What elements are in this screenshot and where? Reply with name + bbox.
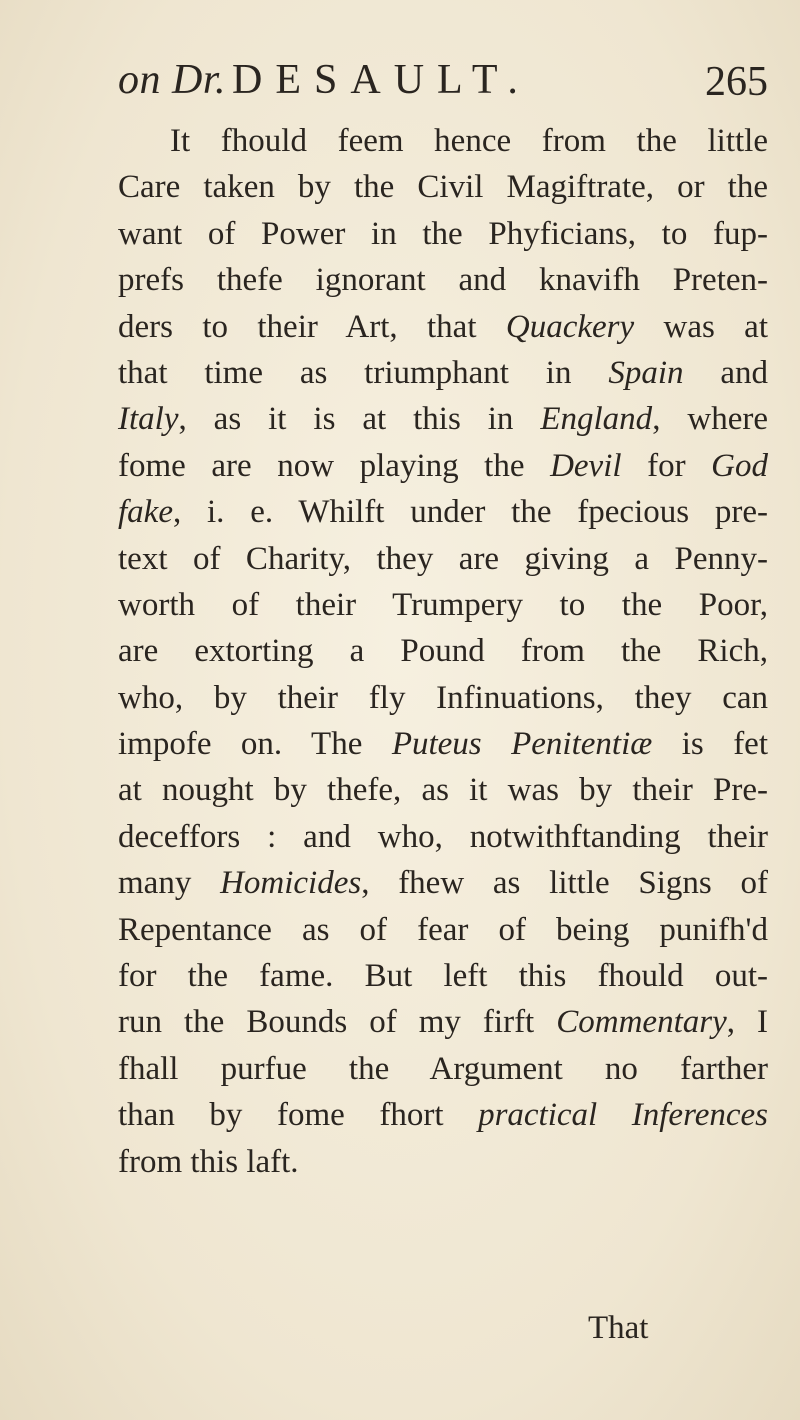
text-line <box>118 443 768 489</box>
italic-phrase: Italy <box>118 401 179 438</box>
italic-phrase: Devil <box>550 447 622 484</box>
text-line <box>118 396 768 442</box>
text-line <box>118 1139 768 1185</box>
page-number: 265 <box>705 59 768 105</box>
text-run: ders to their Art, that <box>118 308 506 345</box>
text-line <box>118 860 768 906</box>
body-text <box>118 118 768 1185</box>
text-line <box>118 582 768 628</box>
text-line <box>118 628 768 674</box>
text-run: impofe on. The <box>118 726 392 763</box>
text-run: for <box>621 447 712 484</box>
text-run: is fet <box>652 726 768 763</box>
text-run: , fhew as little Signs of <box>361 865 768 902</box>
text-run: many <box>118 865 221 902</box>
text-run: than by fome fhort <box>118 1097 479 1134</box>
running-title-prefix: on Dr. <box>118 57 227 103</box>
italic-phrase: God <box>711 447 769 484</box>
italic-phrase: Puteus Penitentiæ <box>391 726 653 763</box>
italic-phrase: Spain <box>608 354 684 391</box>
text-line <box>118 767 768 813</box>
text-run: worth of their Trumpery to the Poor, <box>118 586 768 623</box>
text-run: , i. e. Whilft under the fpecious pre- <box>172 494 768 531</box>
running-title <box>118 56 531 104</box>
text-run: , as it is at this in <box>178 401 541 438</box>
text-run: run the Bounds of my firft <box>118 1004 557 1041</box>
text-run: fome are now playing the <box>118 447 551 484</box>
text-line <box>118 304 768 350</box>
text-run: Repentance as of fear of being punifh'd <box>118 911 768 948</box>
text-run: fhall purfue the Argument no farther <box>118 1050 768 1087</box>
text-run: and <box>683 354 768 391</box>
catchword: That <box>588 1310 649 1346</box>
text-run: , I <box>726 1004 768 1041</box>
italic-phrase: Quackery <box>505 308 635 345</box>
text-run: deceffors : and who, notwithftanding their <box>118 818 768 855</box>
text-run: that time as triumphant in <box>118 354 609 391</box>
text-run: at nought by thefe, as it was by their Pre- <box>118 772 768 809</box>
italic-phrase: fake <box>118 494 173 531</box>
text-run: who, by their fly Infinuations, they can <box>118 679 768 716</box>
text-line <box>118 1092 768 1138</box>
text-line <box>118 814 768 860</box>
text-line <box>118 350 768 396</box>
text-line <box>118 118 768 164</box>
text-run: It fhould feem hence from the little <box>170 123 768 159</box>
text-line <box>118 1046 768 1092</box>
text-run: was at <box>634 308 768 345</box>
text-line <box>118 999 768 1045</box>
text-line <box>118 164 768 210</box>
text-line <box>118 721 768 767</box>
text-run: want of Power in the Phyficians, to fup- <box>118 215 768 252</box>
text-run: from this laft. <box>118 1143 299 1180</box>
text-run: for the fame. But left this fhould out- <box>118 958 768 995</box>
text-run: are extorting a Pound from the Rich, <box>118 633 768 670</box>
text-line <box>118 675 768 721</box>
text-run: Care taken by the Civil Magiftrate, or the <box>118 169 768 206</box>
text-line <box>118 953 768 999</box>
running-title-name: DESAULT. <box>232 57 531 103</box>
text-run: , where <box>652 401 768 438</box>
running-header <box>118 56 768 106</box>
italic-phrase: Homicides <box>220 865 362 902</box>
italic-phrase: England <box>540 401 653 438</box>
italic-phrase: Commentary <box>556 1004 727 1041</box>
text-line <box>118 257 768 303</box>
text-run: text of Charity, they are giving a Penny- <box>118 540 768 577</box>
italic-phrase: practical Inferences <box>478 1097 768 1134</box>
text-run: prefs thefe ignorant and knavifh Preten- <box>118 262 768 299</box>
text-line <box>118 907 768 953</box>
text-line <box>118 211 768 257</box>
text-line <box>118 489 768 535</box>
text-line <box>118 536 768 582</box>
